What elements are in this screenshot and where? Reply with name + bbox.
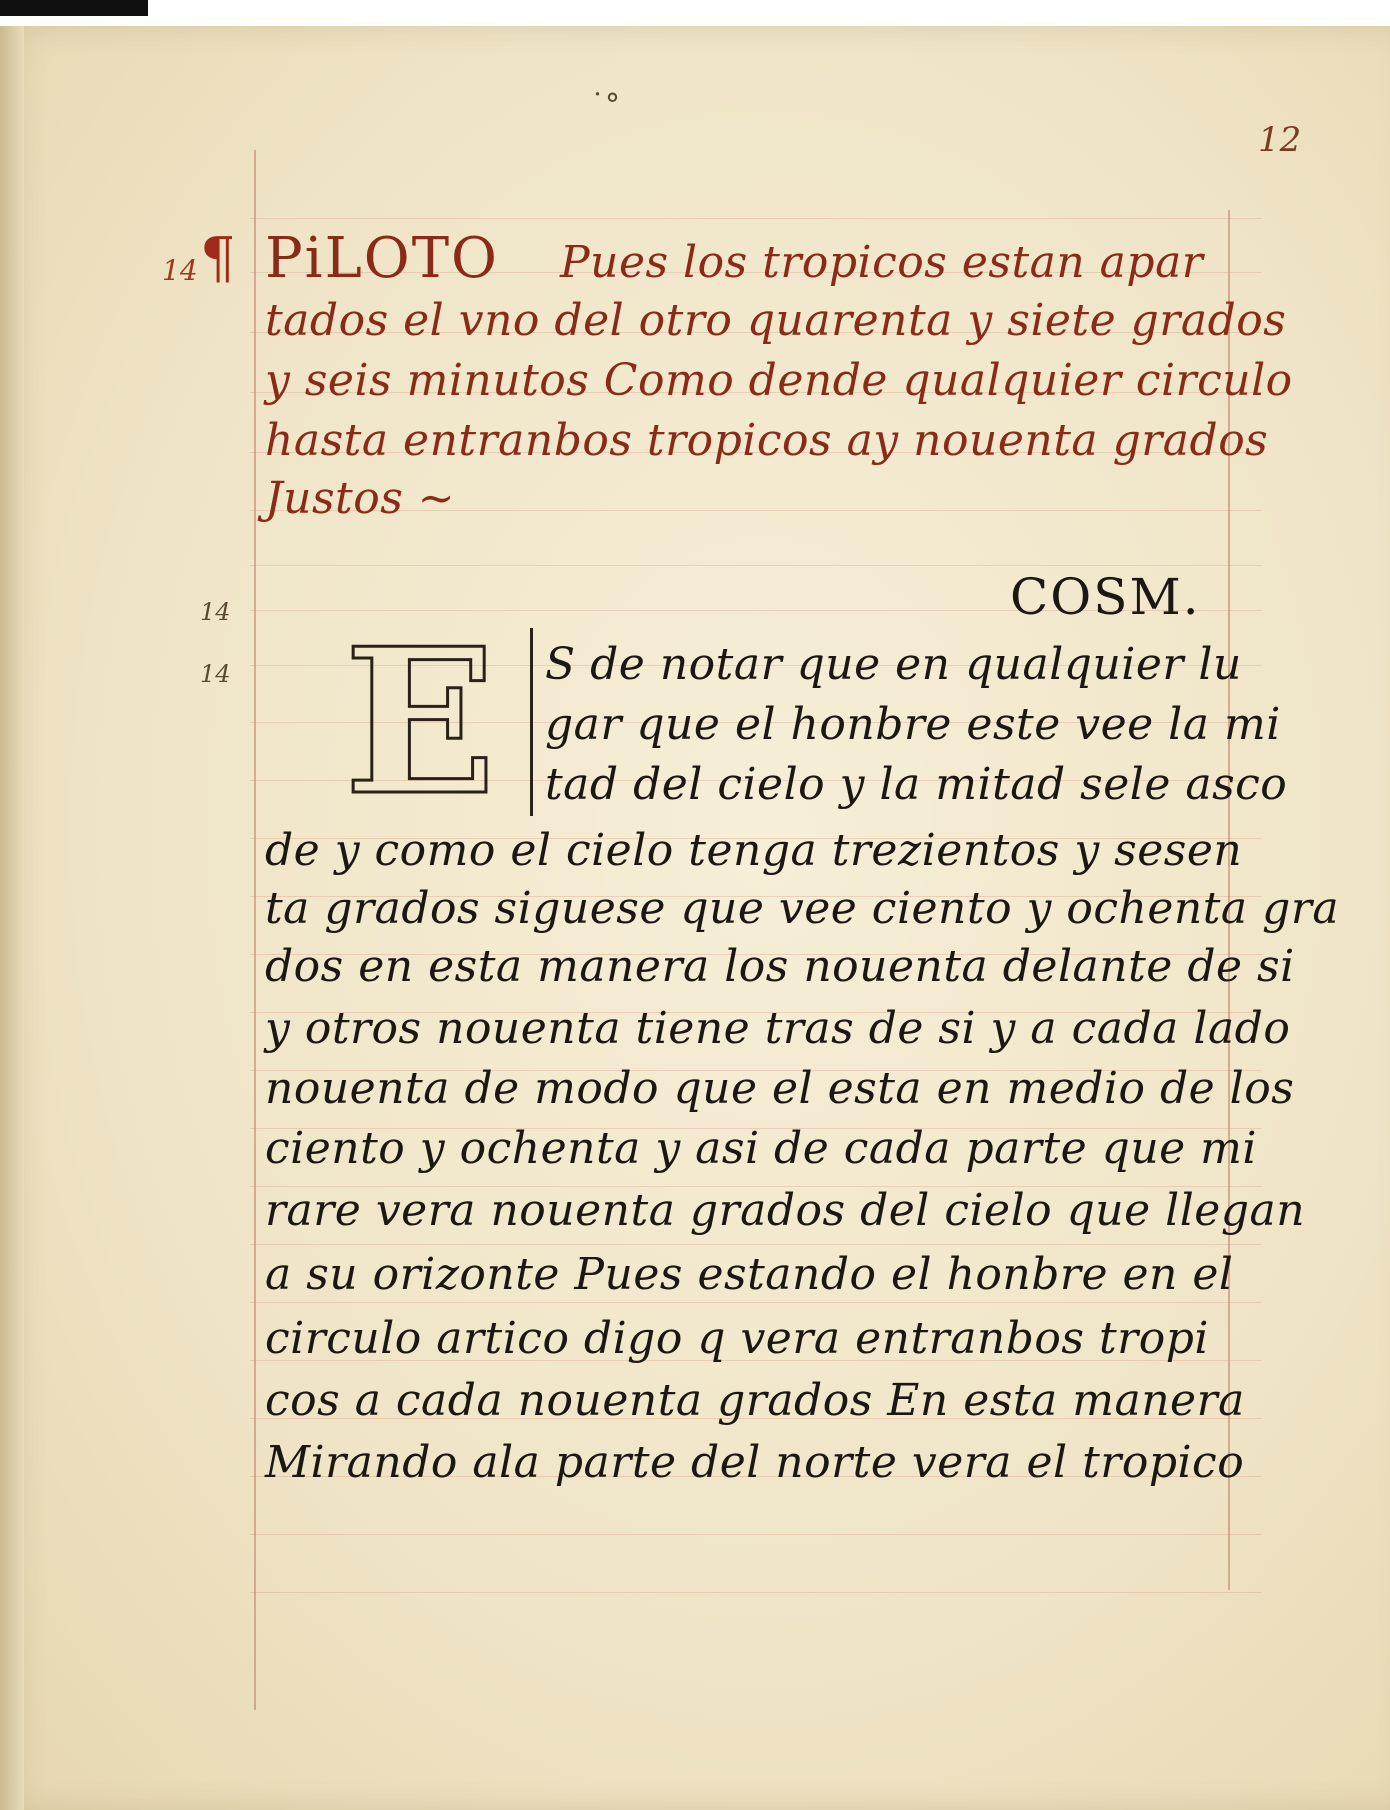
text-line: hasta entranbos tropicos ay nouenta grados (265, 415, 1269, 466)
decorated-initial (320, 605, 520, 840)
text-line: de y como el cielo tenga trezientos y sesen (265, 825, 1243, 876)
text-line: S de notar que en qualquier lu (545, 639, 1242, 690)
text-line: nouenta de modo que el esta en medio de los (265, 1063, 1295, 1114)
ruling-line (250, 1244, 1262, 1245)
text-line: cos a cada nouenta grados En esta manera (265, 1375, 1245, 1426)
speaker-heading-cosmographer: COSM. (1010, 568, 1201, 626)
initial-letter: E (343, 605, 497, 840)
text-line: gar que el honbre este vee la mi (545, 699, 1281, 750)
text-line: dos en esta manera los nouenta delante de si (265, 941, 1295, 992)
margin-number: 14 (200, 660, 231, 688)
text-line: Justos ~ (265, 473, 456, 524)
ruling-line (250, 218, 1262, 219)
ruling-line (250, 1534, 1262, 1535)
ruling-line (250, 565, 1262, 566)
ink-dots: ˙° (590, 88, 620, 123)
page-spine-edge (0, 26, 24, 1810)
speaker-heading-pilot: PiLOTO (265, 226, 499, 291)
text-line: ciento y ochenta y asi de cada parte que mi (265, 1123, 1257, 1174)
text-line: tados el vno del otro quarenta y siete grados (265, 295, 1287, 346)
text-line: Pues los tropicos estan apar (560, 237, 1204, 288)
text-line: Mirando ala parte del norte vera el tropico (265, 1437, 1245, 1488)
text-line: y seis minutos Como dende qualquier circulo (265, 355, 1293, 406)
margin-number: 14 (200, 598, 231, 626)
initial-frame-rule (530, 628, 533, 816)
text-line: tad del cielo y la mitad sele asco (545, 759, 1288, 810)
ruling-line (250, 1302, 1262, 1303)
pilcrow-mark: ¶ (200, 226, 236, 291)
ruling-line (250, 1592, 1262, 1593)
text-line: a su orizonte Pues estando el honbre en el (265, 1249, 1234, 1300)
text-line: rare vera nouenta grados del cielo que llegan (265, 1185, 1306, 1236)
text-line: circulo artico digo q vera entranbos tropi (265, 1313, 1209, 1364)
scan-edge-mark (0, 0, 148, 16)
margin-number: 14 (162, 254, 198, 287)
folio-number: 12 (1258, 120, 1302, 160)
text-line: y otros nouenta tiene tras de si y a cada lado (265, 1003, 1291, 1054)
text-line: ta grados siguese que vee ciento y ochenta gra (265, 883, 1340, 934)
